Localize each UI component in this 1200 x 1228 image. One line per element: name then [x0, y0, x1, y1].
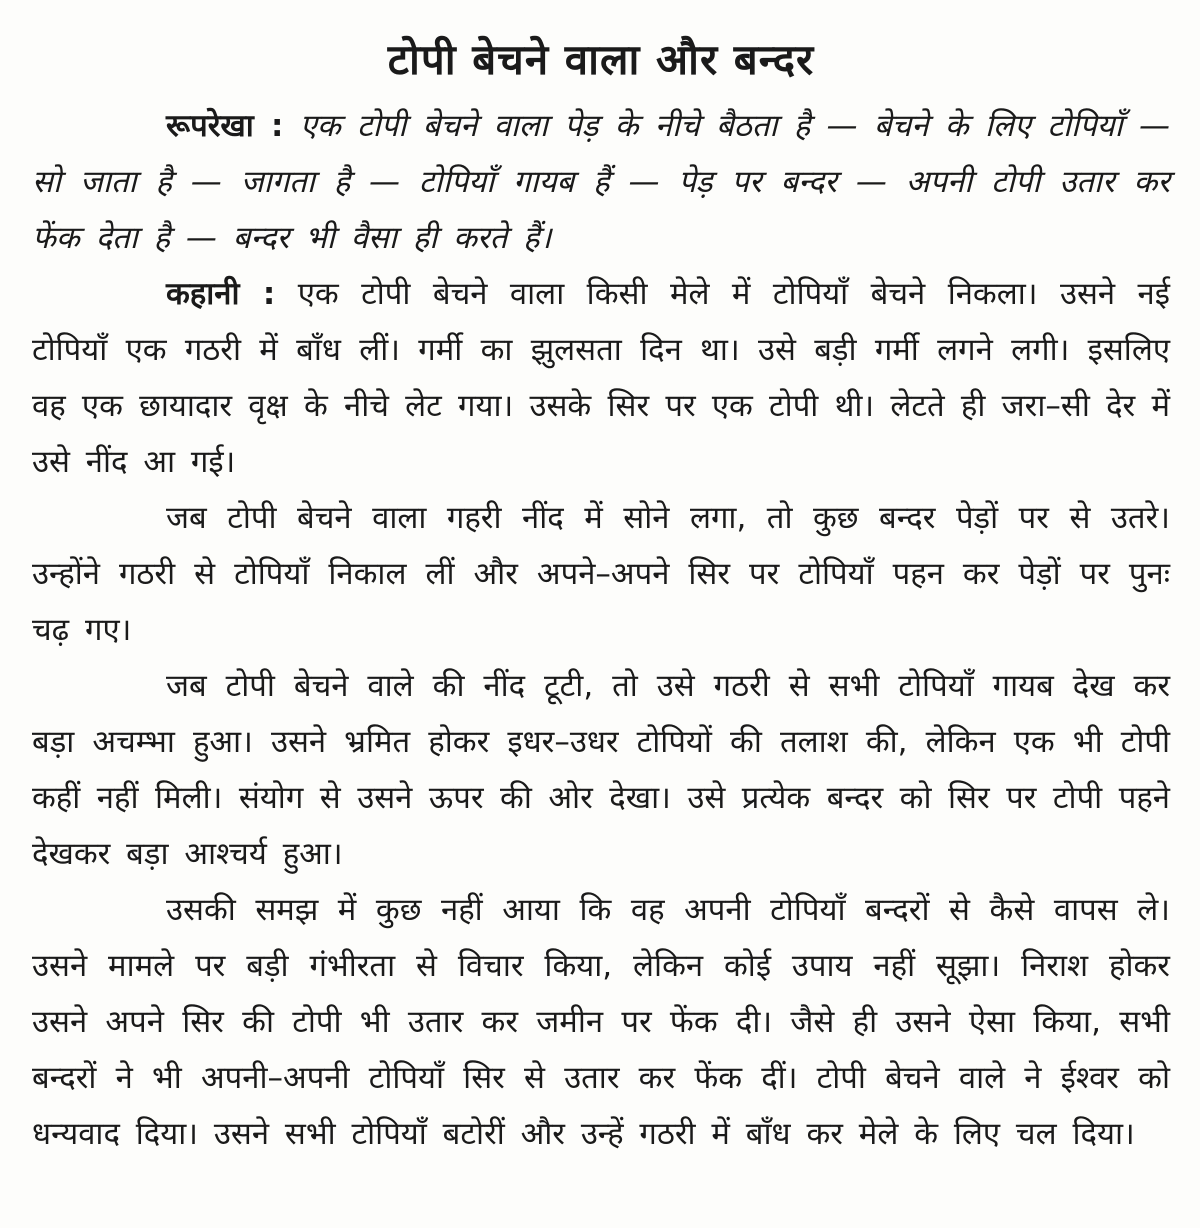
story-paragraph-3: उसकी समझ में कुछ नहीं आया कि वह अपनी टोपियाँ बन्दरों से कैसे वापस ले। उसने मामले पर बड़ी गंभीरता से विचार किया, लेकिन कोई उपाय नहीं सूझा। निराश होकर उसने अपने सिर की टोपी भी उतार कर जमीन पर फेंक दी। जैसे ही उसने ऐसा किया, सभी बन्दरों ने भी अपनी–अपनी टोपियाँ सिर से उतार कर फेंक दीं। टोपी बेचने वाले ने ईश्वर को धन्यवाद दिया। उसने सभी टोपियाँ बटोरीं और उन्हें गठरी में बाँध कर मेले के लिए चल दिया।: [32, 892, 1170, 1152]
story-intro-text: एक टोपी बेचने वाला किसी मेले में टोपियाँ बेचने निकला। उसने नई टोपियाँ एक गठरी में बाँध लीं। गर्मी का झुलसता दिन था। उसे बड़ी गर्मी लगने लगी। इसलिए वह एक छायादार वृक्ष के नीचे लेट गया। उसके सिर पर एक टोपी थी। लेटते ही जरा–सी देर में उसे नींद आ गई।: [32, 276, 1170, 480]
story-label: कहानी :: [166, 276, 276, 312]
story-paragraph-2: जब टोपी बेचने वाले की नींद टूटी, तो उसे गठरी से सभी टोपियाँ गायब देख कर बड़ा अचम्भा हुआ। उसने भ्रमित होकर इधर–उधर टोपियों की तलाश की, लेकिन एक भी टोपी कहीं नहीं मिली। संयोग से उसने ऊपर की ओर देखा। उसे प्रत्येक बन्दर को सिर पर टोपी पहने देखकर बड़ा आश्चर्य हुआ।: [32, 668, 1170, 872]
outline-label: रूपरेखा :: [166, 108, 284, 144]
story-paragraph-1: जब टोपी बेचने वाला गहरी नींद में सोने लगा, तो कुछ बन्दर पेड़ों पर से उतरे। उन्होंने गठरी से टोपियाँ निकाल लीं और अपने–अपने सिर पर टोपियाँ पहन कर पेड़ों पर पुनः चढ़ गए।: [32, 500, 1170, 648]
outline-text: एक टोपी बेचने वाला पेड़ के नीचे बैठता है — बेचने के लिए टोपियाँ — सो जाता है — जागता है — टोपियाँ गायब हैं — पेड़ पर बन्दर — अपनी टोपी उतार कर फेंक देता है — बन्दर भी वैसा ही करते हैं।: [32, 108, 1171, 256]
page-title: टोपी बेचने वाला और बन्दर: [387, 35, 815, 84]
outline-paragraph: [32, 98, 1170, 266]
story-intro-paragraph: [32, 266, 1170, 490]
